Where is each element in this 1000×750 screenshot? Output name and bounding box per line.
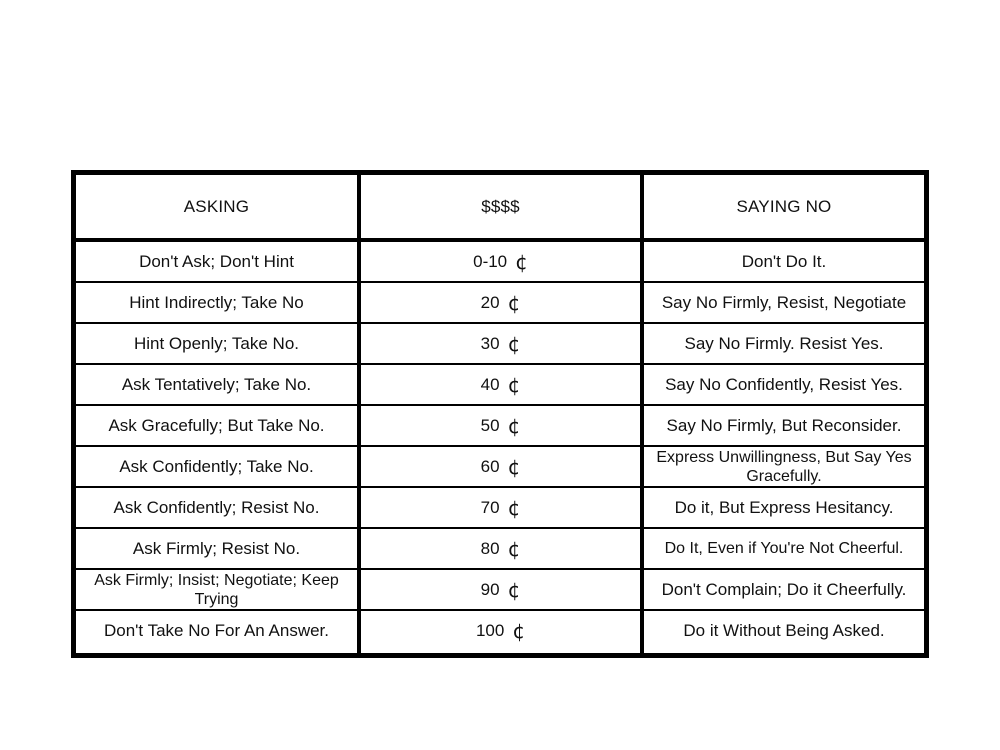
asking-cell: Ask Firmly; Insist; Negotiate; Keep Trying (94, 571, 339, 608)
asking-cell: Ask Tentatively; Take No. (121, 374, 312, 394)
money-cell (361, 447, 640, 486)
money-value: 0-10 (473, 251, 508, 271)
money-cell (361, 365, 640, 404)
cent-icon: ¢ (507, 536, 521, 561)
table-row (76, 242, 924, 283)
money-value: 60 (480, 456, 500, 476)
asking-cell: Don't Ask; Don't Hint (139, 251, 294, 271)
money-value: 30 (480, 333, 500, 353)
saying-no-cell: Do it, But Express Hesitancy. (674, 497, 894, 517)
header-saying-no: SAYING NO (736, 196, 832, 216)
saying-no-cell: Express Unwillingness, But Say Yes Gracefully. (656, 448, 912, 485)
money-cell (361, 283, 640, 322)
saying-no-cell: Do It, Even if You're Not Cheerful. (664, 539, 904, 557)
table-row (76, 324, 924, 365)
saying-no-cell: Say No Confidently, Resist Yes. (665, 374, 903, 394)
money-value: 50 (480, 415, 500, 435)
asking-cell: Hint Indirectly; Take No (129, 292, 304, 312)
money-value: 100 (475, 620, 505, 640)
table-row (76, 611, 924, 652)
header-money: $$$$ (481, 196, 520, 216)
money-value: 80 (480, 538, 500, 558)
money-cell (361, 324, 640, 363)
table-row (76, 283, 924, 324)
saying-no-cell: Say No Firmly. Resist Yes. (684, 333, 884, 353)
header-asking: ASKING (183, 196, 250, 216)
table-row (76, 570, 924, 611)
cent-icon: ¢ (512, 618, 526, 643)
money-value: 20 (480, 292, 500, 312)
cent-icon: ¢ (507, 413, 521, 438)
cent-icon: ¢ (507, 372, 521, 397)
table-row (76, 488, 924, 529)
money-cell (361, 488, 640, 527)
saying-no-cell: Don't Do It. (741, 251, 827, 271)
table-row (76, 365, 924, 406)
money-value: 90 (480, 579, 500, 599)
money-value: 70 (480, 497, 500, 517)
cent-icon: ¢ (507, 577, 521, 602)
table-row (76, 529, 924, 570)
asking-cell: Hint Openly; Take No. (133, 333, 300, 353)
asking-saying-no-table (71, 170, 929, 658)
money-value: 40 (480, 374, 500, 394)
cent-icon: ¢ (507, 331, 521, 356)
saying-no-cell: Say No Firmly, But Reconsider. (666, 415, 902, 435)
money-cell (361, 611, 640, 650)
cent-icon: ¢ (515, 249, 528, 274)
asking-cell: Ask Confidently; Resist No. (113, 497, 320, 517)
money-cell (361, 406, 640, 445)
money-cell (361, 529, 640, 568)
cent-icon: ¢ (507, 495, 521, 520)
money-cell (361, 570, 640, 609)
saying-no-cell: Do it Without Being Asked. (683, 620, 885, 640)
asking-cell: Ask Confidently; Take No. (119, 456, 314, 476)
saying-no-cell: Say No Firmly, Resist, Negotiate (661, 292, 907, 312)
asking-cell: Ask Firmly; Resist No. (132, 538, 301, 558)
saying-no-cell: Don't Complain; Do it Cheerfully. (661, 579, 907, 599)
asking-cell: Ask Gracefully; But Take No. (108, 415, 325, 435)
table-row (76, 447, 924, 488)
money-cell (361, 242, 640, 281)
table-header-row (76, 175, 924, 242)
cent-icon: ¢ (507, 290, 521, 315)
asking-cell: Don't Take No For An Answer. (104, 620, 329, 640)
table-row (76, 406, 924, 447)
table-body (76, 242, 924, 653)
cent-icon: ¢ (507, 454, 521, 479)
